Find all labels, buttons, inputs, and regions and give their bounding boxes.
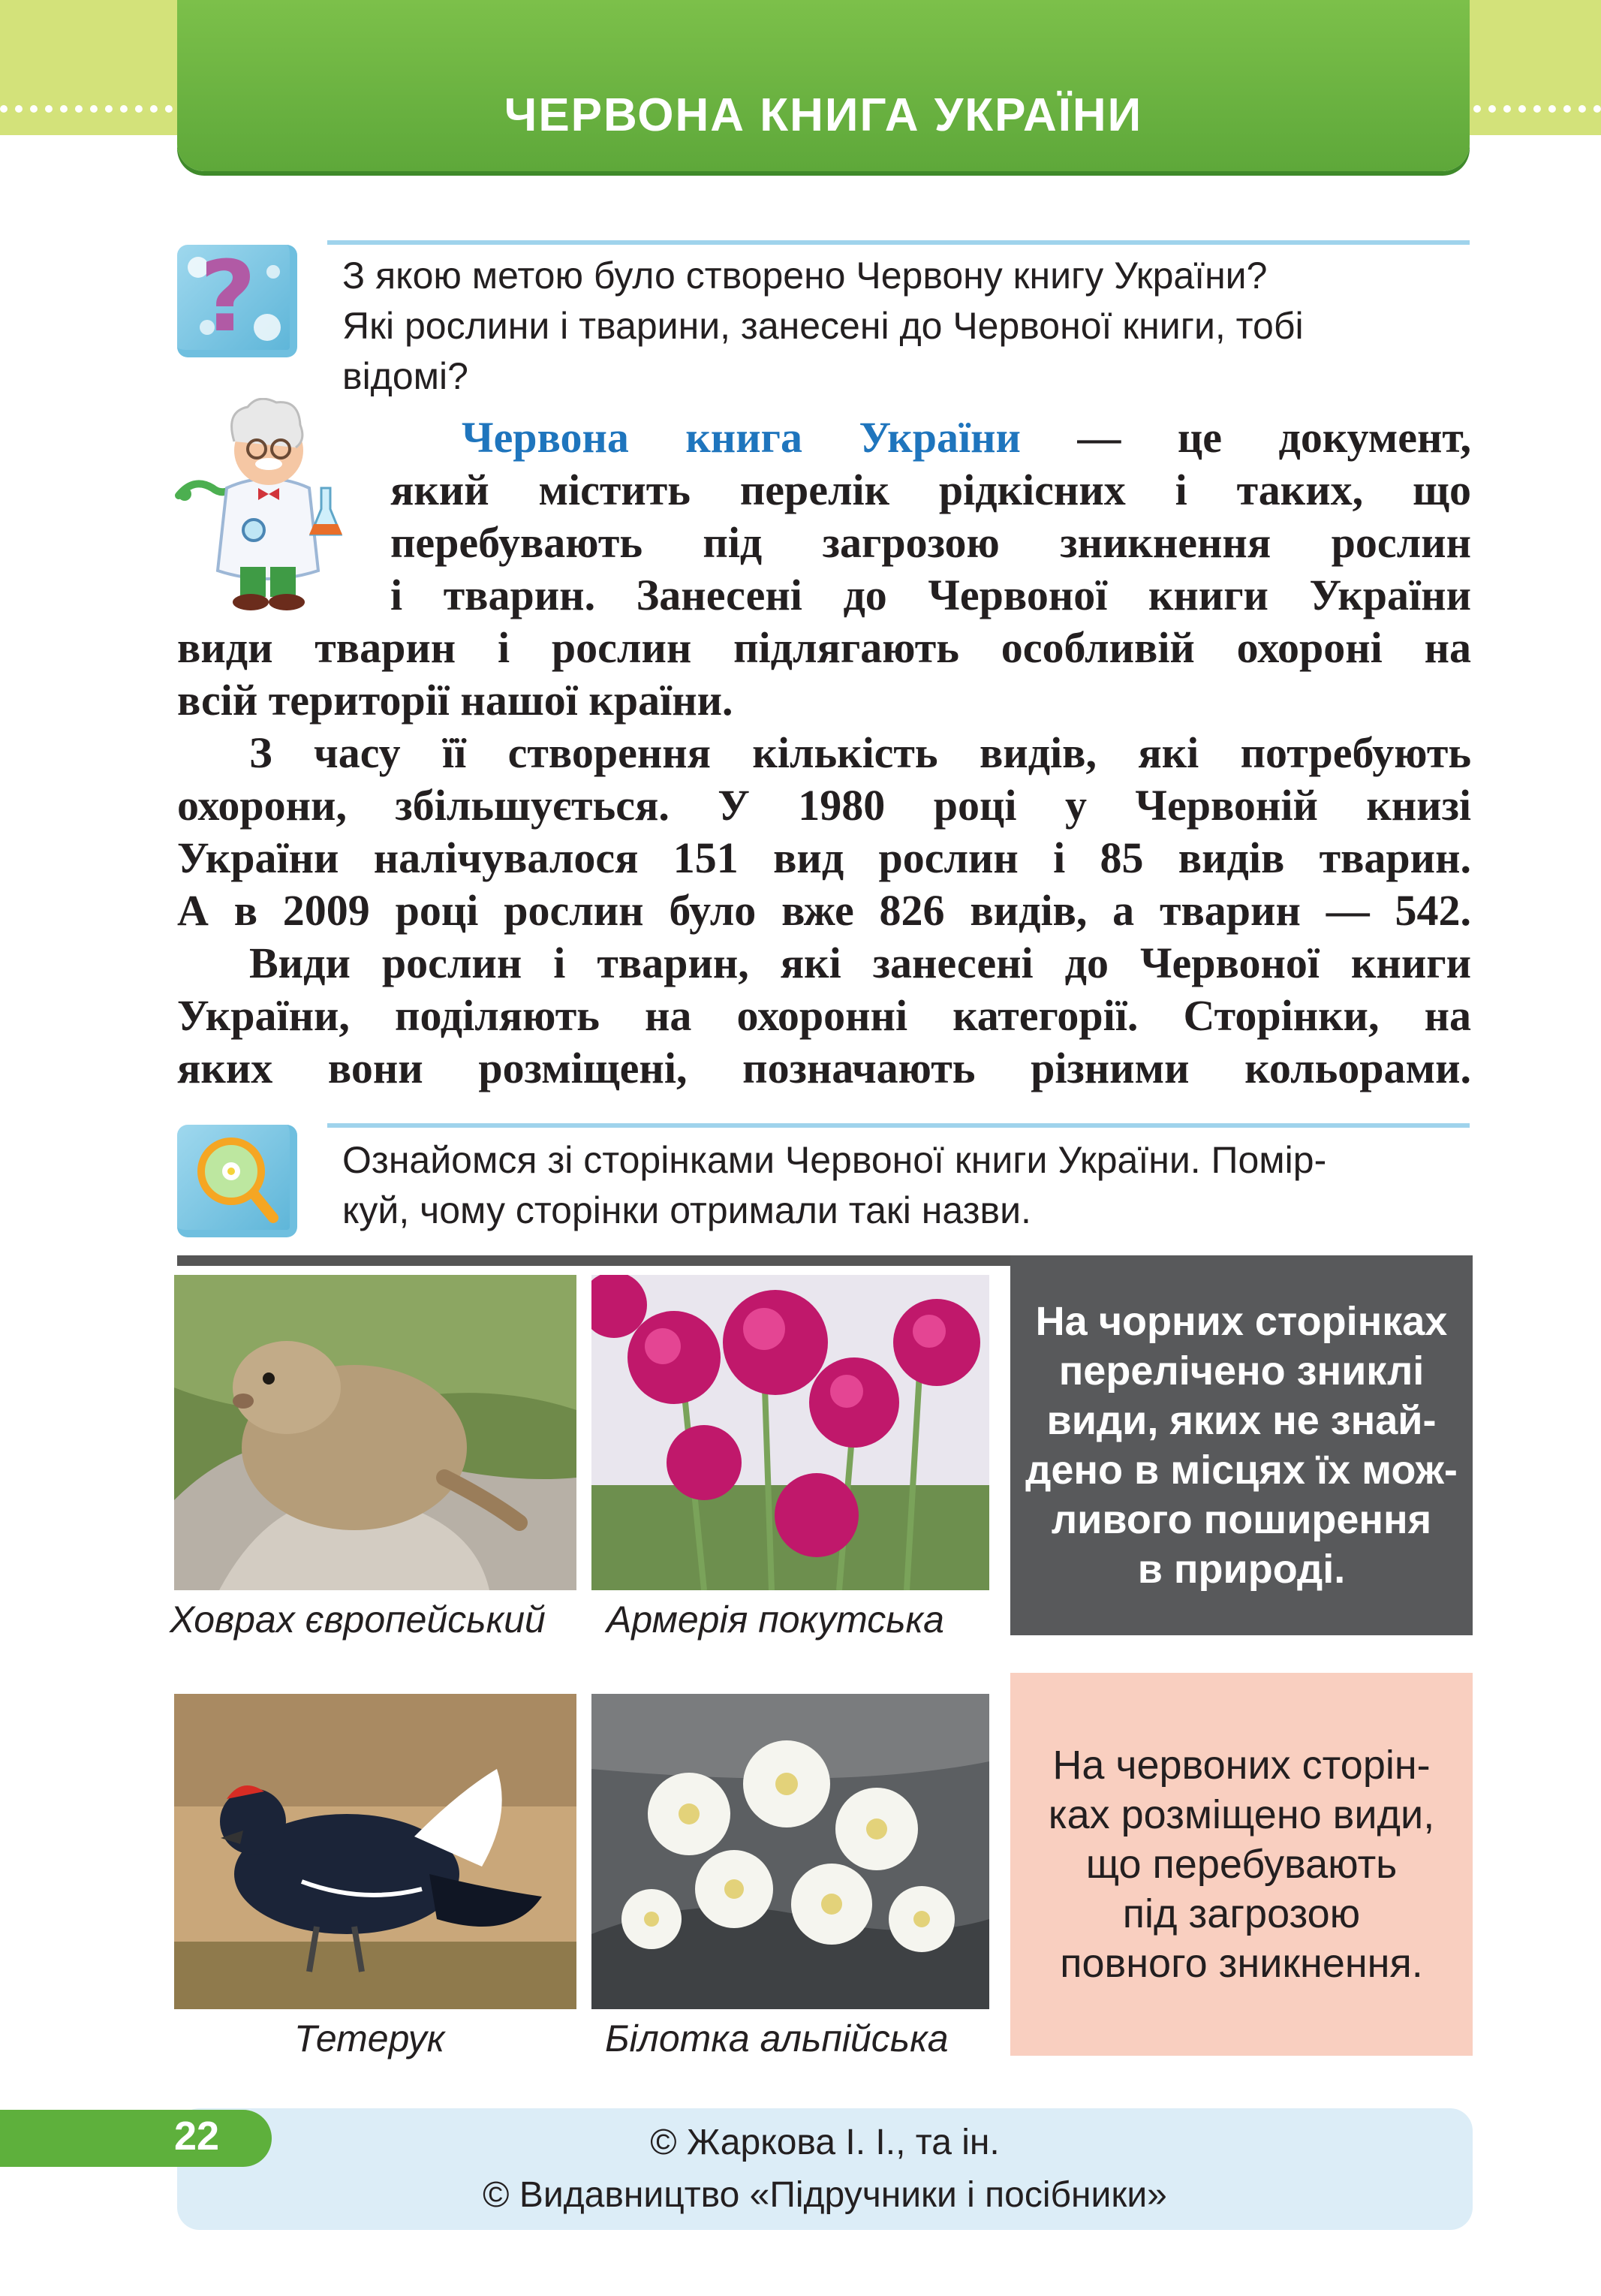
red-pages-line: На червоних сторін- — [1052, 1743, 1431, 1788]
footer-copyright-authors: © Жаркова І. І., та ін. — [650, 2123, 1000, 2162]
dotted-line-left — [0, 105, 173, 113]
header-band — [177, 0, 1470, 171]
paragraph-line: Види рослин і тварин, які занесені до Червоної книги — [249, 939, 1471, 987]
paragraph-line: А в 2009 році рослин було вже 826 видів, а тварин — 542. — [177, 886, 1471, 935]
question-mark-glyph: ? — [200, 240, 257, 354]
footer-box — [177, 2108, 1473, 2230]
page-number: 22 — [174, 2114, 220, 2159]
task-line: куй, чому сторінки отримали такі назви. — [342, 1189, 1031, 1231]
paragraph-line: України, поділяють на охоронні категорії. Сторінки, на — [177, 991, 1471, 1040]
definition-line: який містить перелік рідкісних і таких, що — [390, 466, 1471, 514]
magnifier-icon — [177, 1125, 297, 1237]
black-pages-box — [1010, 1255, 1473, 1635]
red-pages-box — [1010, 1673, 1473, 2056]
task-rule — [327, 1123, 1470, 1128]
paragraph-categories — [177, 937, 1471, 1095]
photo-edelweiss — [591, 1694, 989, 2009]
task-line: Ознайомся зі сторінками Червоної книги України. Помір- — [342, 1139, 1327, 1181]
red-pages-line: під загрозою — [1122, 1891, 1361, 1936]
caption-ground-squirrel: Ховрах європейський — [170, 1598, 546, 1641]
red-pages-line: ках розміщено види, — [1048, 1792, 1435, 1837]
footer-copyright-publisher: © Видавництво «Підручники і посібники» — [483, 2175, 1167, 2215]
task-text — [342, 1135, 1468, 1236]
question-line: З якою метою було створено Червону книгу України? — [342, 255, 1268, 297]
definition-line: всій території нашої країни. — [177, 676, 733, 725]
question-text — [342, 251, 1468, 402]
black-pages-line: На чорних сторінках — [1035, 1299, 1448, 1344]
definition-line: Червона книга України — це документ, — [462, 413, 1471, 462]
definition-first-line — [390, 411, 1471, 622]
scientist-illustration — [174, 398, 362, 616]
definition-paragraph-cont — [177, 622, 1471, 727]
black-pages-line: перелічено зниклі — [1058, 1348, 1425, 1394]
red-pages-line: повного зникнення. — [1060, 1941, 1423, 1986]
caption-edelweiss: Білотка альпійська — [605, 2017, 949, 2059]
paragraph-history — [177, 727, 1471, 937]
question-rule — [327, 240, 1470, 245]
key-term: Червона книга України — [462, 413, 1021, 462]
photo-ground-squirrel — [174, 1275, 576, 1590]
photo-black-grouse — [174, 1694, 576, 2009]
definition-line: види тварин і рослин підлягають особливій охороні на — [177, 623, 1471, 672]
question-icon — [177, 240, 297, 357]
page-title: ЧЕРВОНА КНИГА УКРАЇНИ — [504, 89, 1143, 141]
black-pages-line: ливого поширення — [1051, 1497, 1432, 1542]
magnifier-glyph — [177, 1125, 290, 1230]
page-number-badge — [0, 2110, 272, 2167]
paragraph-line: З часу її створення кількість видів, які потребують — [249, 728, 1471, 777]
black-pages-line: в природі. — [1137, 1547, 1346, 1592]
caption-armeria: Армерія покутська — [606, 1598, 944, 1641]
black-pages-line: види, яких не знай- — [1046, 1398, 1437, 1443]
photo-armeria — [591, 1275, 989, 1590]
definition-line: перебувають під загрозою зникнення рослин — [390, 518, 1471, 567]
definition-line: і тварин. Занесені до Червоної книги України — [390, 571, 1471, 619]
question-line: Які рослини і тварини, занесені до Червоної книги, тобі — [342, 305, 1304, 347]
black-pages-line: дено в місцях їх мож- — [1025, 1448, 1458, 1493]
paragraph-line: яких вони розміщені, позначають різними кольорами. — [177, 1044, 1471, 1092]
question-line: відомі? — [342, 355, 468, 397]
red-pages-line: що перебувають — [1085, 1842, 1398, 1887]
paragraph-line: охорони, збільшується. У 1980 році у Червоній книзі — [177, 781, 1471, 830]
caption-black-grouse: Тетерук — [294, 2017, 445, 2059]
paragraph-line: України налічувалося 151 вид рослин і 85 видів тварин. — [177, 833, 1471, 882]
